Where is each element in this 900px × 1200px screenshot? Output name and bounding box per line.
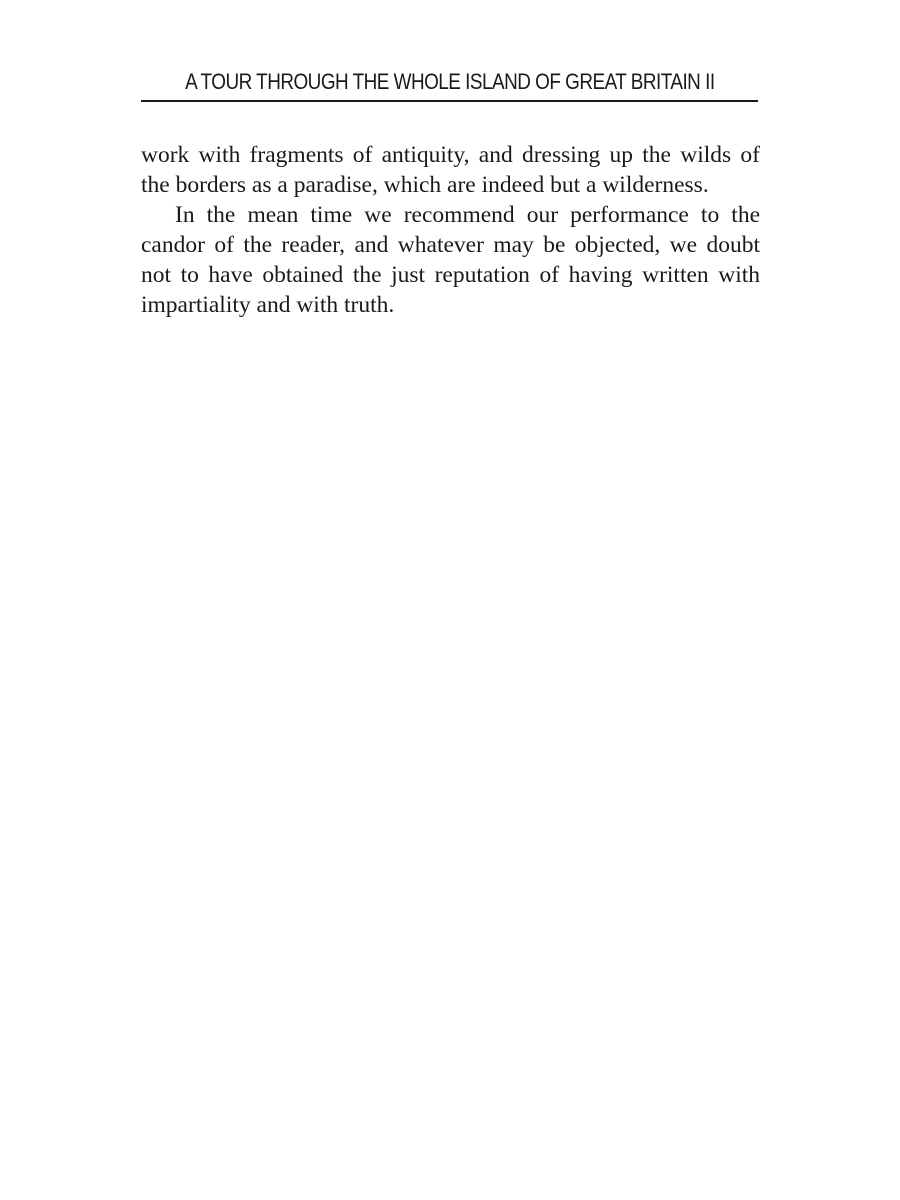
body-text bbox=[141, 140, 760, 320]
running-header bbox=[141, 66, 758, 102]
paragraph-continuation: work with fragments of antiquity, and dressing up the wilds of the borders as a paradise, which are indeed but a wilderness. bbox=[141, 142, 760, 198]
running-header-title: A TOUR THROUGH THE WHOLE ISLAND OF GREAT BRITAIN II bbox=[184, 69, 715, 94]
paragraph: In the mean time we recommend our performance to the candor of the reader, and whatever may be objected, we doubt not to have obtained the just reputation of having written with impartiality and with truth. bbox=[141, 202, 760, 318]
